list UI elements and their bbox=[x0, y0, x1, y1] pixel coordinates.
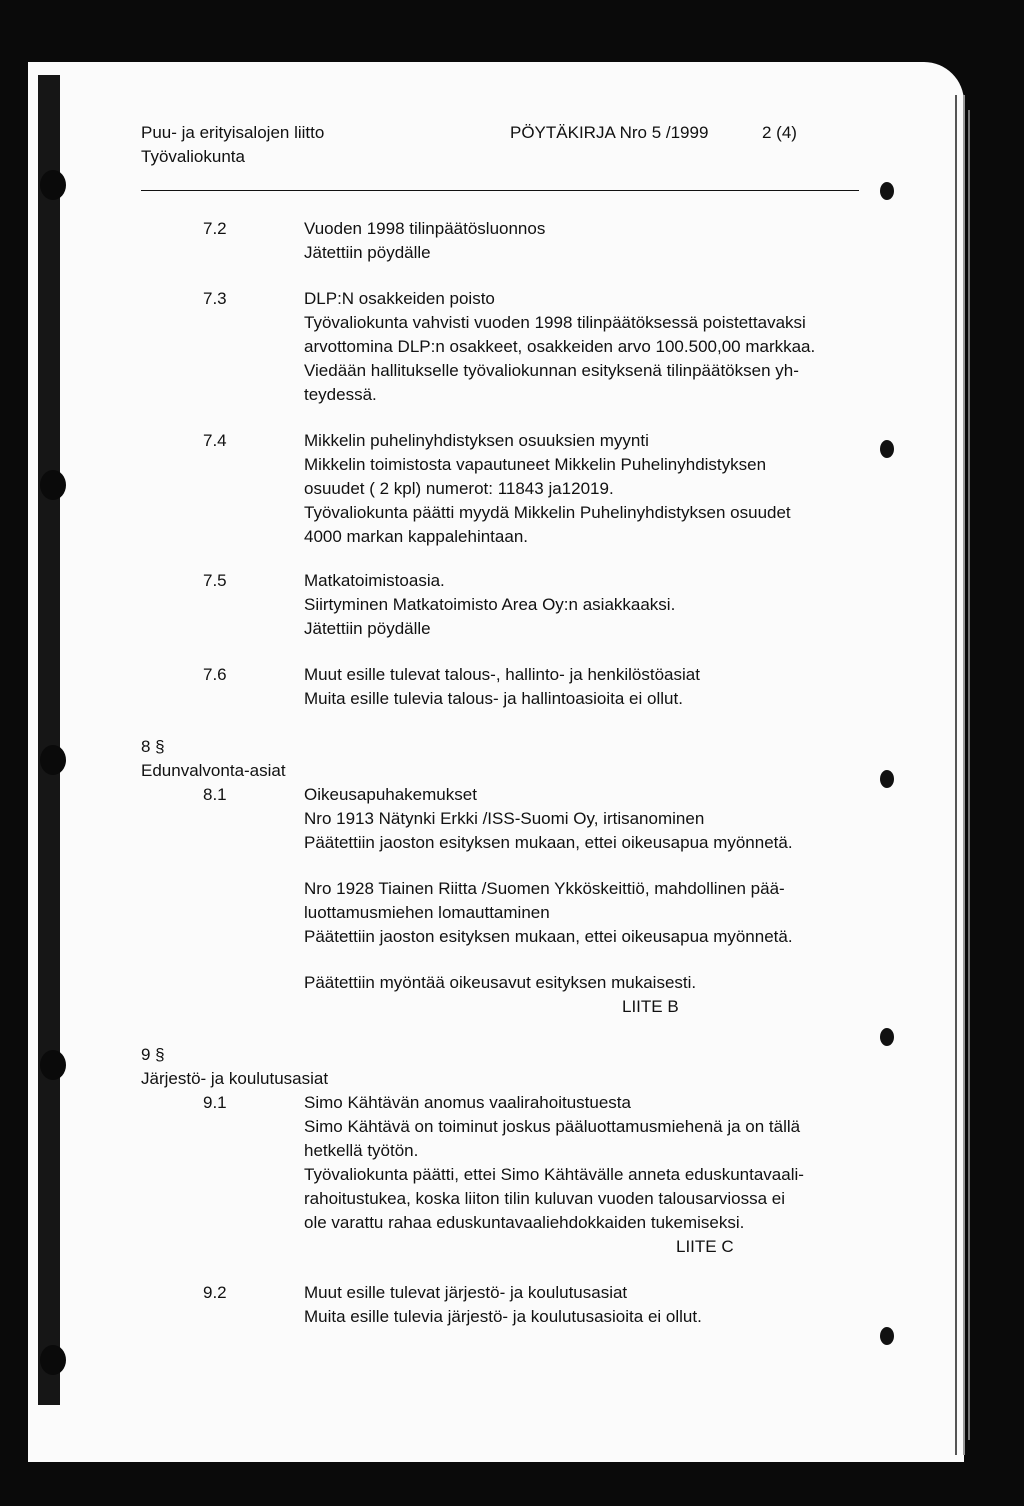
item-line: Muut esille tulevat järjestö- ja koulutusasiat bbox=[304, 1283, 628, 1302]
doc-title: PÖYTÄKIRJA Nro 5 /1999 bbox=[510, 123, 709, 142]
item-line: Viedään hallitukselle työvaliokunnan esityksenä tilinpäätöksen yh- bbox=[304, 361, 799, 380]
section-title: Edunvalvonta-asiat bbox=[141, 761, 286, 780]
page-edge bbox=[955, 95, 965, 1455]
binding-bar bbox=[38, 75, 60, 1405]
punch-hole bbox=[40, 170, 66, 200]
item-number: 7.6 bbox=[203, 665, 227, 684]
punch-mark bbox=[880, 440, 894, 458]
item-number: 7.3 bbox=[203, 289, 227, 308]
item-line: Siirtyminen Matkatoimisto Area Oy:n asiakkaaksi. bbox=[304, 595, 676, 614]
attachment-label: LIITE C bbox=[676, 1237, 734, 1256]
item-line: Muita esille tulevia talous- ja hallintoasioita ei ollut. bbox=[304, 689, 683, 708]
punch-hole bbox=[40, 745, 66, 775]
item-number: 7.2 bbox=[203, 219, 227, 238]
item-line: ole varattu rahaa eduskuntavaaliehdokkaiden tukemiseksi. bbox=[304, 1213, 745, 1232]
header-rule bbox=[141, 190, 859, 191]
item-line: rahoitustukea, koska liiton tilin kuluvan vuoden talousarviossa ei bbox=[304, 1189, 785, 1208]
item-number: 7.5 bbox=[203, 571, 227, 590]
page-number: 2 (4) bbox=[762, 123, 797, 142]
punch-mark bbox=[880, 770, 894, 788]
item-line: Simo Kähtävä on toiminut joskus pääluottamusmiehenä ja on tällä bbox=[304, 1117, 801, 1136]
item-line: DLP:N osakkeiden poisto bbox=[304, 289, 495, 308]
item-number: 9.1 bbox=[203, 1093, 227, 1112]
item-line: luottamusmiehen lomauttaminen bbox=[304, 903, 550, 922]
item-line: 4000 markan kappalehintaan. bbox=[304, 527, 528, 546]
item-line: Muita esille tulevia järjestö- ja koulutusasioita ei ollut. bbox=[304, 1307, 702, 1326]
item-line: Mikkelin toimistosta vapautuneet Mikkelin Puhelinyhdistyksen bbox=[304, 455, 767, 474]
item-line: Nro 1913 Nätynki Erkki /ISS-Suomi Oy, irtisanominen bbox=[304, 809, 705, 828]
item-line: Päätettiin jaoston esityksen mukaan, ettei oikeusapua myönnetä. bbox=[304, 927, 793, 946]
item-line: Matkatoimistoasia. bbox=[304, 571, 445, 590]
item-number: 9.2 bbox=[203, 1283, 227, 1302]
attachment-label: LIITE B bbox=[622, 997, 679, 1016]
punch-hole bbox=[40, 1345, 66, 1375]
section-mark: 8 § bbox=[141, 737, 165, 756]
punch-mark bbox=[880, 182, 894, 200]
page-edge bbox=[968, 110, 970, 1440]
item-line: Mikkelin puhelinyhdistyksen osuuksien myynti bbox=[304, 431, 649, 450]
punch-mark bbox=[880, 1028, 894, 1046]
item-line: Työvaliokunta vahvisti vuoden 1998 tilinpäätöksessä poistettavaksi bbox=[304, 313, 806, 332]
item-line: Simo Kähtävän anomus vaalirahoitustuesta bbox=[304, 1093, 631, 1112]
item-line: Vuoden 1998 tilinpäätösluonnos bbox=[304, 219, 546, 238]
item-line: Päätettiin myöntää oikeusavut esityksen mukaisesti. bbox=[304, 973, 697, 992]
item-line: Muut esille tulevat talous-, hallinto- ja henkilöstöasiat bbox=[304, 665, 700, 684]
item-number: 8.1 bbox=[203, 785, 227, 804]
item-line: Oikeusapuhakemukset bbox=[304, 785, 477, 804]
item-line: Työvaliokunta päätti, ettei Simo Kähtävälle anneta eduskuntavaali- bbox=[304, 1165, 804, 1184]
item-line: Päätettiin jaoston esityksen mukaan, ettei oikeusapua myönnetä. bbox=[304, 833, 793, 852]
org-name: Puu- ja erityisalojen liitto bbox=[141, 123, 325, 142]
item-line: arvottomina DLP:n osakkeet, osakkeiden arvo 100.500,00 markkaa. bbox=[304, 337, 816, 356]
section-title: Järjestö- ja koulutusasiat bbox=[141, 1069, 329, 1088]
punch-mark bbox=[880, 1327, 894, 1345]
item-line: Työvaliokunta päätti myydä Mikkelin Puhelinyhdistyksen osuudet bbox=[304, 503, 791, 522]
item-line: osuudet ( 2 kpl) numerot: 11843 ja12019. bbox=[304, 479, 614, 498]
item-line: Jätettiin pöydälle bbox=[304, 619, 431, 638]
item-line: Jätettiin pöydälle bbox=[304, 243, 431, 262]
section-mark: 9 § bbox=[141, 1045, 165, 1064]
punch-hole bbox=[40, 1050, 66, 1080]
punch-hole bbox=[40, 470, 66, 500]
unit-name: Työvaliokunta bbox=[141, 147, 245, 166]
item-line: teydessä. bbox=[304, 385, 377, 404]
item-line: hetkellä työtön. bbox=[304, 1141, 419, 1160]
item-number: 7.4 bbox=[203, 431, 227, 450]
item-line: Nro 1928 Tiainen Riitta /Suomen Ykköskeittiö, mahdollinen pää- bbox=[304, 879, 785, 898]
